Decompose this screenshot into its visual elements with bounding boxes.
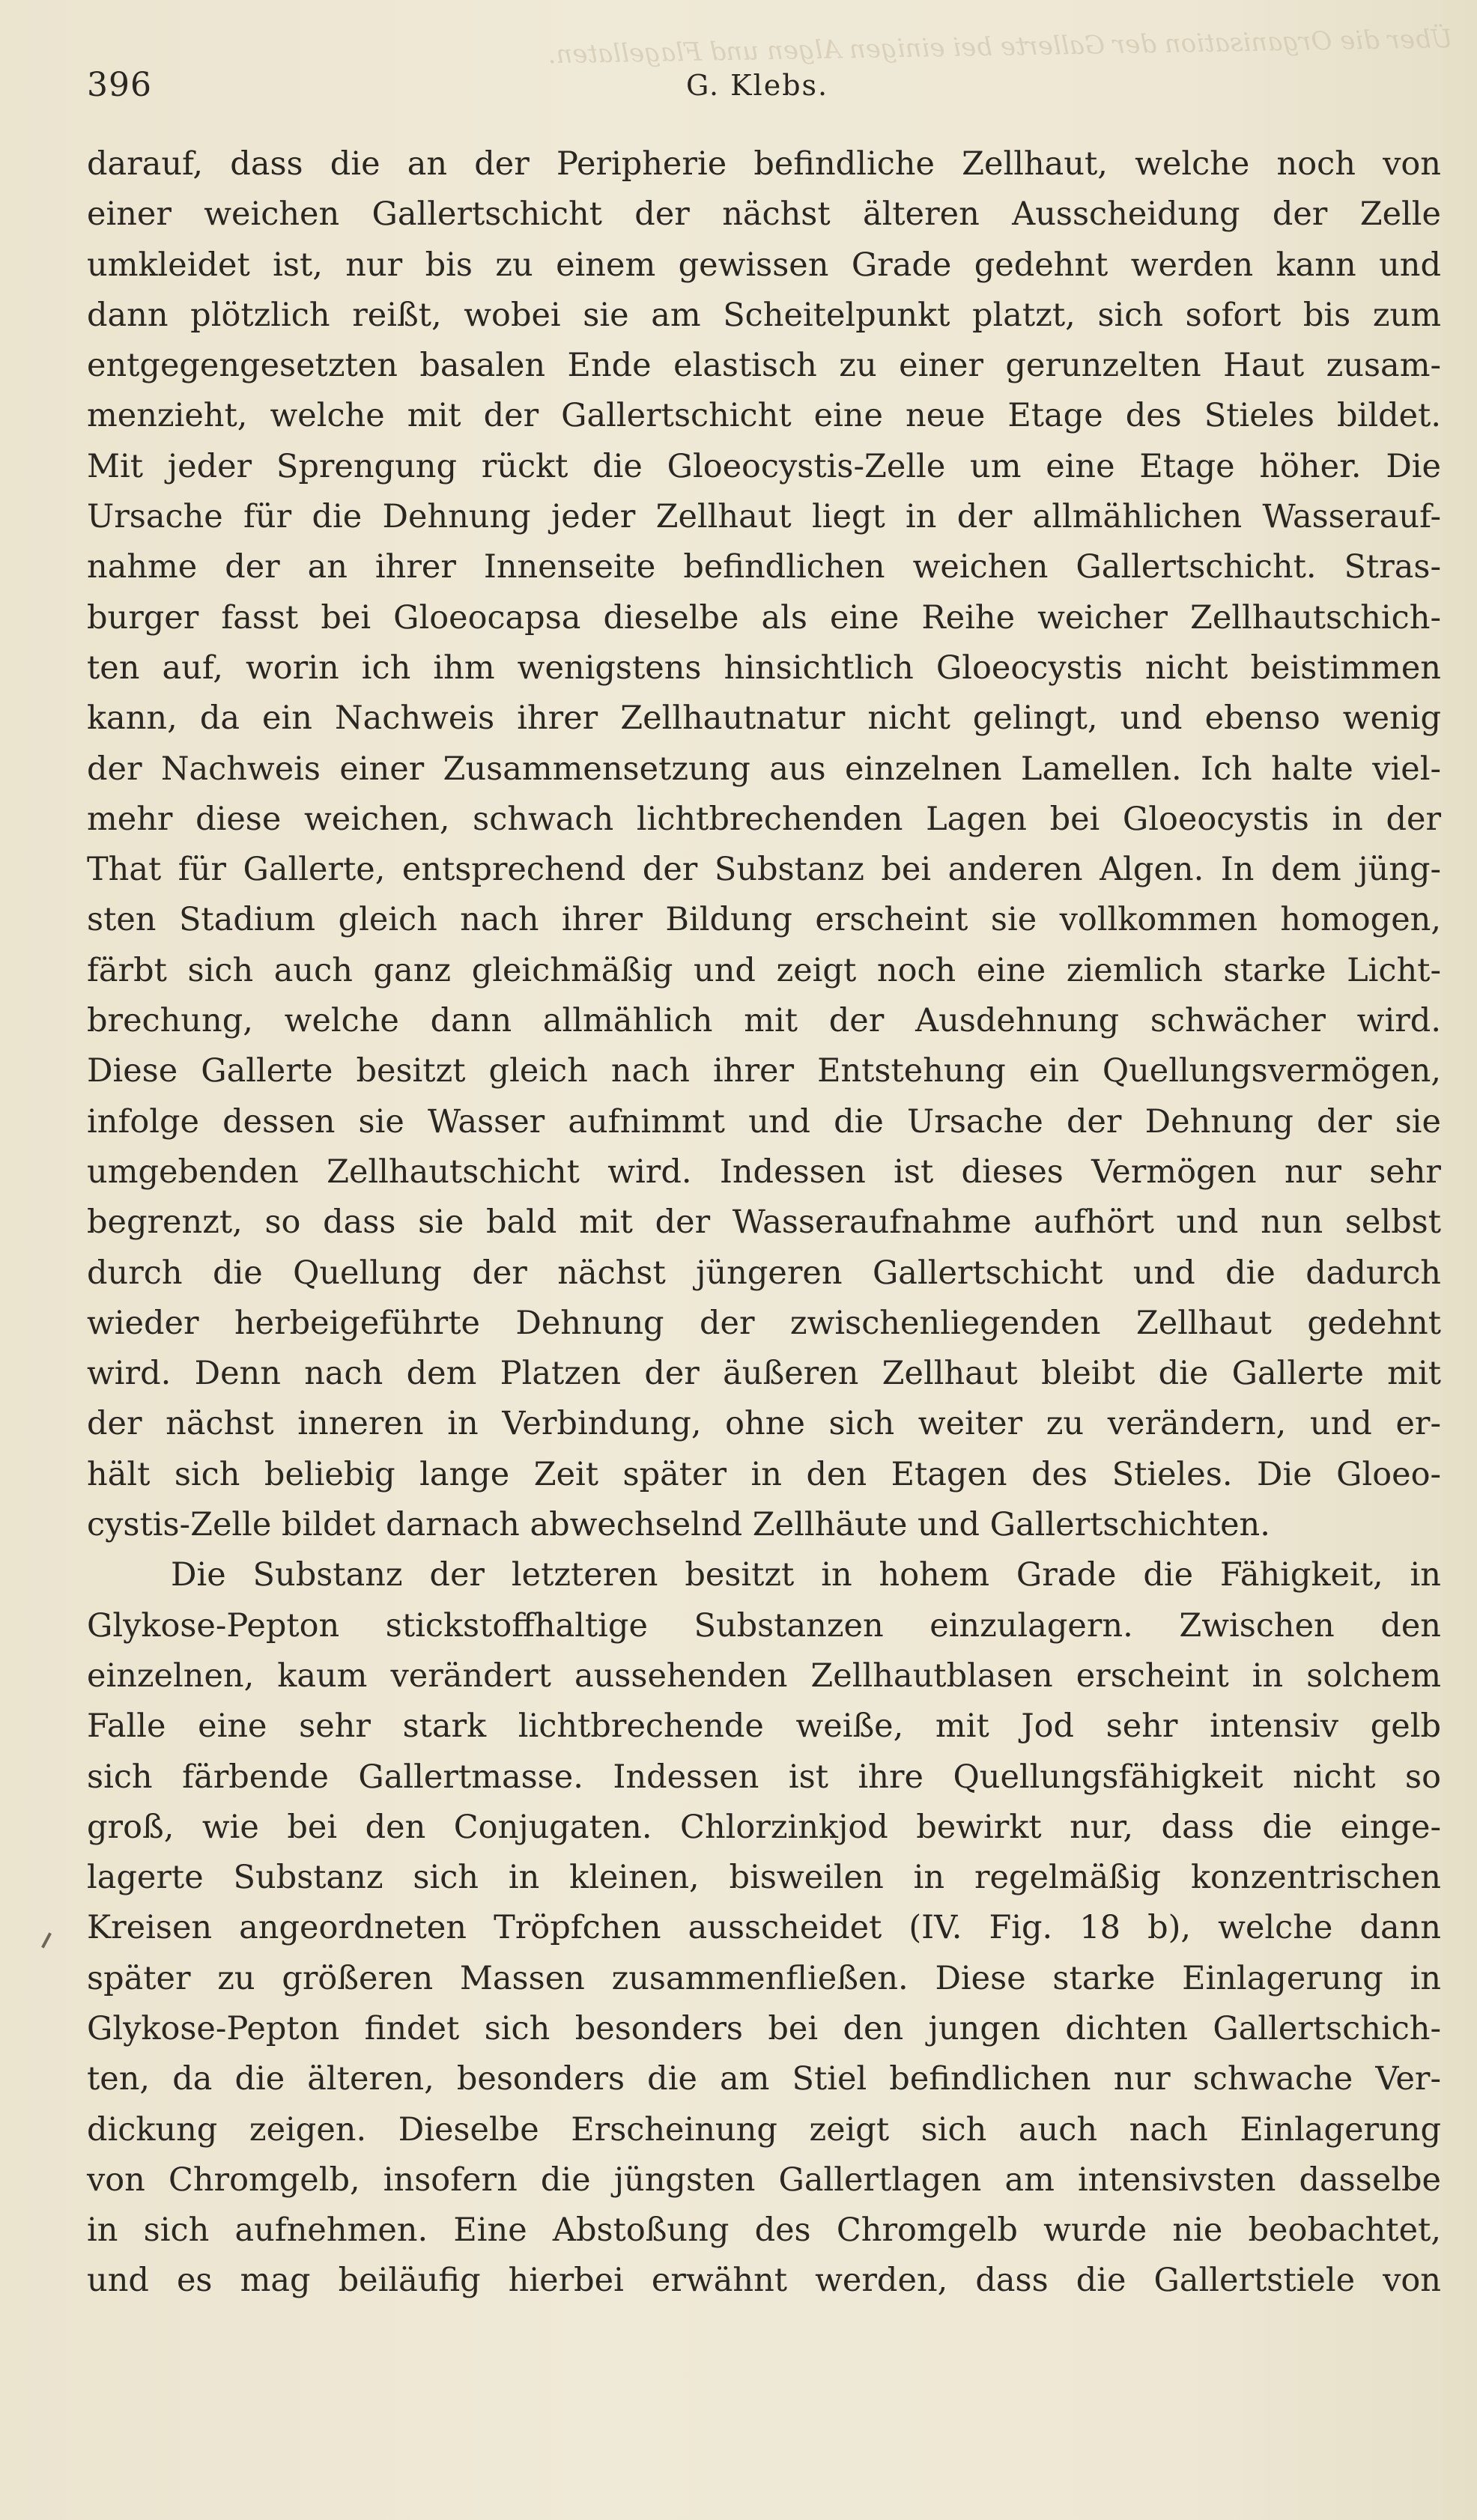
- text-line: dann plötzlich reißt, wobei sie am Scheitelpunkt platzt, sich sofort bis zum: [87, 296, 1441, 334]
- margin-pencil-mark: [41, 1932, 52, 1948]
- text-line: Mit jeder Sprengung rückt die Gloeocystis-Zelle um eine Etage höher. Die: [87, 447, 1441, 485]
- text-line: der nächst inneren in Verbindung, ohne sich weiter zu verändern, und er-: [87, 1405, 1441, 1443]
- text-line: hält sich beliebig lange Zeit später in den Etagen des Stieles. Die Gloeo-: [87, 1455, 1441, 1493]
- text-line: That für Gallerte, entsprechend der Substanz bei anderen Algen. In dem jüng-: [87, 851, 1441, 889]
- text-line: von Chromgelb, insofern die jüngsten Gallertlagen am intensivsten dasselbe: [87, 2161, 1441, 2199]
- text-line: färbt sich auch ganz gleichmäßig und zeigt noch eine ziemlich starke Licht-: [87, 951, 1441, 989]
- text-line: darauf, dass die an der Peripherie befindliche Zellhaut, welche noch von: [87, 145, 1441, 183]
- text-line: sich färbende Gallertmasse. Indessen ist ihre Quellungsfähigkeit nicht so: [87, 1758, 1441, 1796]
- text-line: wird. Denn nach dem Platzen der äußeren Zellhaut bleibt die Gallerte mit: [87, 1355, 1441, 1393]
- text-line: der Nachweis einer Zusammensetzung aus einzelnen Lamellen. Ich halte viel-: [87, 750, 1441, 788]
- text-line: ten, da die älteren, besonders die am Stiel befindlichen nur schwache Ver-: [87, 2060, 1441, 2098]
- text-line: begrenzt, so dass sie bald mit der Wasseraufnahme aufhört und nun selbst: [87, 1203, 1441, 1242]
- text-line: einer weichen Gallertschicht der nächst älteren Ausscheidung der Zelle: [87, 195, 1441, 234]
- text-line: mehr diese weichen, schwach lichtbrechenden Lagen bei Gloeocystis in der: [87, 800, 1441, 838]
- page-number: 396: [87, 66, 152, 104]
- text-line: entgegengesetzten basalen Ende elastisch zu einer gerunzelten Haut zusam-: [87, 347, 1441, 385]
- text-line: burger fasst bei Gloeocapsa dieselbe als eine Reihe weicher Zellhautschich-: [87, 598, 1441, 637]
- running-head: G. Klebs.: [686, 69, 829, 102]
- text-line: infolge dessen sie Wasser aufnimmt und die Ursache der Dehnung der sie: [87, 1102, 1441, 1141]
- text-line: wieder herbeigeführte Dehnung der zwischenliegenden Zellhaut gedehnt: [87, 1304, 1441, 1342]
- text-line: durch die Quellung der nächst jüngeren Gallertschicht und die dadurch: [87, 1254, 1441, 1292]
- text-line: cystis-Zelle bildet darnach abwechselnd Zellhäute und Gallertschichten.: [87, 1506, 1270, 1544]
- bleed-through-text: Über die Organisation der Gallerte bei einigen Algen und Flagellaten.: [548, 24, 1453, 70]
- text-line: brechung, welche dann allmählich mit der Ausdehnung schwächer wird.: [87, 1002, 1441, 1040]
- text-line: Falle eine sehr stark lichtbrechende weiße, mit Jod sehr intensiv gelb: [87, 1707, 1441, 1746]
- text-line: später zu größeren Massen zusammenfließen. Diese starke Einlagerung in: [87, 1959, 1441, 1997]
- text-line: nahme der an ihrer Innenseite befindlichen weichen Gallertschicht. Stras-: [87, 548, 1441, 586]
- text-line: ten auf, worin ich ihm wenigstens hinsichtlich Gloeocystis nicht beistimmen: [87, 649, 1441, 687]
- text-line: umkleidet ist, nur bis zu einem gewissen Grade gedehnt werden kann und: [87, 246, 1441, 284]
- text-line: in sich aufnehmen. Eine Abstoßung des Chromgelb wurde nie beobachtet,: [87, 2211, 1441, 2250]
- text-line: und es mag beiläufig hierbei erwähnt werden, dass die Gallertstiele von: [87, 2262, 1441, 2300]
- text-line: groß, wie bei den Conjugaten. Chlorzinkjod bewirkt nur, dass die einge-: [87, 1808, 1441, 1846]
- text-line: Die Substanz der letzteren besitzt in hohem Grade die Fähigkeit, in: [171, 1556, 1441, 1594]
- text-line: sten Stadium gleich nach ihrer Bildung erscheint sie vollkommen homogen,: [87, 901, 1441, 939]
- text-line: Glykose-Pepton stickstoffhaltige Substanzen einzulagern. Zwischen den: [87, 1606, 1441, 1645]
- body-text: [87, 139, 1441, 2307]
- text-line: dickung zeigen. Dieselbe Erscheinung zeigt sich auch nach Einlagerung: [87, 2110, 1441, 2149]
- text-line: einzelnen, kaum verändert aussehenden Zellhautblasen erscheint in solchem: [87, 1657, 1441, 1695]
- text-line: Glykose-Pepton findet sich besonders bei den jungen dichten Gallertschich-: [87, 2009, 1441, 2047]
- text-line: Diese Gallerte besitzt gleich nach ihrer Entstehung ein Quellungsvermögen,: [87, 1052, 1441, 1090]
- text-line: Kreisen angeordneten Tröpfchen ausscheidet (IV. Fig. 18 b), welche dann: [87, 1909, 1441, 1947]
- text-line: menzieht, welche mit der Gallertschicht eine neue Etage des Stieles bildet.: [87, 397, 1441, 435]
- text-line: lagerte Substanz sich in kleinen, bisweilen in regelmäßig konzentrischen: [87, 1859, 1441, 1897]
- text-line: Ursache für die Dehnung jeder Zellhaut liegt in der allmählichen Wasserauf-: [87, 498, 1441, 536]
- text-line: kann, da ein Nachweis ihrer Zellhautnatur nicht gelingt, und ebenso wenig: [87, 699, 1441, 738]
- text-line: umgebenden Zellhautschicht wird. Indessen ist dieses Vermögen nur sehr: [87, 1153, 1441, 1191]
